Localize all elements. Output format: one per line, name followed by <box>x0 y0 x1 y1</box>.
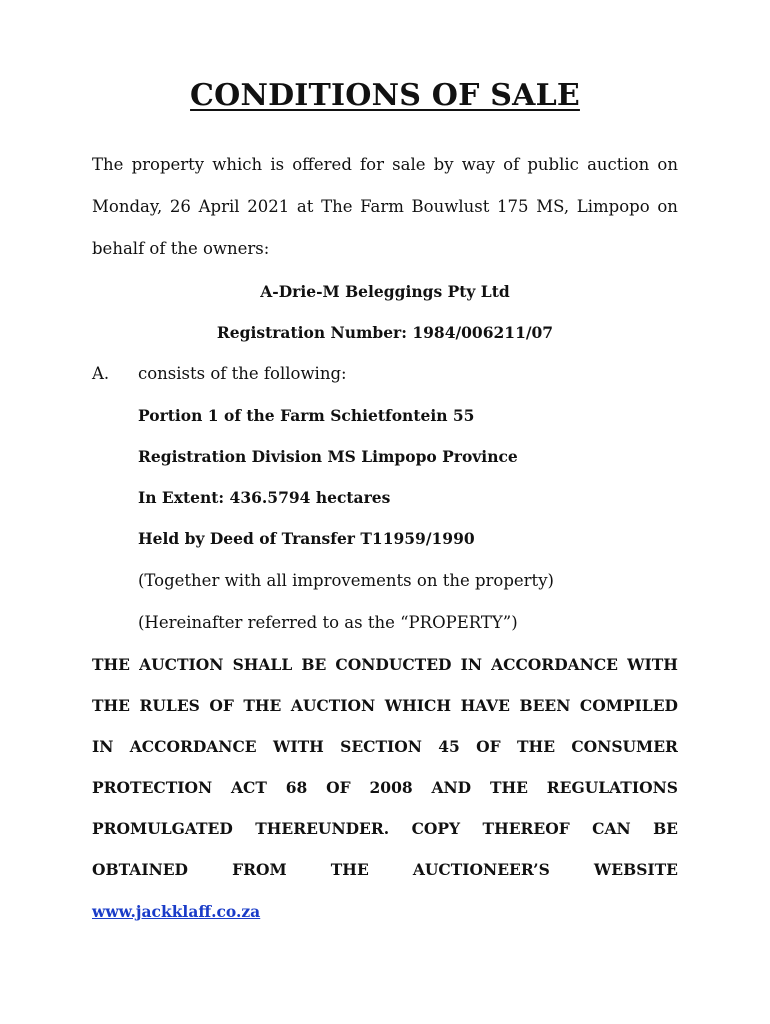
owner-name: A-Drie-M Beleggings Pty Ltd <box>260 282 510 301</box>
intro-line-2 <box>92 197 678 217</box>
rules-line-6 <box>92 860 678 880</box>
rules-line-2 <box>92 696 678 716</box>
word: CAN <box>592 819 631 838</box>
word: BE <box>653 819 678 838</box>
word: on <box>657 155 678 174</box>
intro-line-1 <box>92 155 678 175</box>
word: MS, <box>536 197 570 216</box>
word: THE <box>92 696 130 715</box>
rules-line-4 <box>92 778 678 798</box>
word: way <box>461 155 495 174</box>
word: 2021 <box>247 197 290 216</box>
word: WEBSITE <box>593 860 678 879</box>
word: AUCTION <box>139 655 224 674</box>
property-deed: Held by Deed of Transfer T11959/1990 <box>138 529 475 548</box>
word: by <box>433 155 454 174</box>
word: REGULATIONS <box>546 778 678 797</box>
word: PROTECTION <box>92 778 213 797</box>
word: 175 <box>497 197 529 216</box>
word: THEREOF <box>482 819 570 838</box>
word: which <box>212 155 263 174</box>
word: at <box>296 197 314 216</box>
word: ACT <box>231 778 267 797</box>
word: WITH <box>627 655 678 674</box>
word: sale <box>392 155 426 174</box>
word: SHALL <box>232 655 293 674</box>
word: HAVE <box>460 696 510 715</box>
word: ACCORDANCE <box>129 737 257 756</box>
word: OF <box>326 778 351 797</box>
owner-registration: Registration Number: 1984/006211/07 <box>216 323 554 342</box>
intro-line-3: behalf of the owners: <box>92 239 270 258</box>
word: BEEN <box>519 696 571 715</box>
word: Bouwlust <box>411 197 490 216</box>
rules-line-5 <box>92 819 678 839</box>
word: RULES <box>139 696 200 715</box>
word: 26 <box>169 197 191 216</box>
section-letter: A. <box>92 364 110 383</box>
word: property <box>131 155 205 174</box>
word: Monday, <box>92 197 163 216</box>
website-link[interactable]: www.jackklaff.co.za <box>92 902 261 921</box>
word: OBTAINED <box>92 860 188 879</box>
word: THEREUNDER. <box>255 819 390 838</box>
word: SECTION <box>340 737 422 756</box>
word: AUCTIONEER’S <box>412 860 550 879</box>
word: CONDUCTED <box>335 655 452 674</box>
word: OF <box>476 737 501 756</box>
rules-line-3 <box>92 737 678 757</box>
rules-line-1 <box>92 655 678 675</box>
word: AND <box>431 778 472 797</box>
word: The <box>92 155 124 174</box>
word: for <box>360 155 384 174</box>
word: COPY <box>411 819 461 838</box>
word: BE <box>301 655 327 674</box>
word: of <box>503 155 520 174</box>
word: WHICH <box>384 696 452 715</box>
property-portion: Portion 1 of the Farm Schietfontein 55 <box>138 406 475 425</box>
word: auction <box>587 155 650 174</box>
word: THE <box>489 778 528 797</box>
word: Limpopo <box>576 197 650 216</box>
word: April <box>198 197 240 216</box>
property-referred: (Hereinafter referred to as the “PROPERTY”) <box>138 613 518 632</box>
word: OF <box>209 696 234 715</box>
section-lead: consists of the following: <box>138 364 347 383</box>
word: AUCTION <box>290 696 376 715</box>
word: ACCORDANCE <box>491 655 618 674</box>
property-division: Registration Division MS Limpopo Province <box>138 447 518 466</box>
word: The <box>321 197 353 216</box>
word: THE <box>243 696 282 715</box>
word: COMPILED <box>579 696 678 715</box>
word: IN <box>460 655 482 674</box>
word: THE <box>517 737 556 756</box>
word: 68 <box>285 778 308 797</box>
word: THE <box>92 655 130 674</box>
word: on <box>657 197 678 216</box>
word: CONSUMER <box>571 737 678 756</box>
word: public <box>527 155 579 174</box>
word: WITH <box>272 737 324 756</box>
word: Farm <box>360 197 404 216</box>
property-extent: In Extent: 436.5794 hectares <box>138 488 391 507</box>
word: FROM <box>232 860 287 879</box>
property-improvements: (Together with all improvements on the property) <box>138 571 554 590</box>
word: PROMULGATED <box>92 819 233 838</box>
word: THE <box>330 860 369 879</box>
word: 2008 <box>369 778 413 797</box>
page-title: CONDITIONS OF SALE <box>190 78 580 113</box>
word: offered <box>292 155 352 174</box>
word: is <box>270 155 285 174</box>
word: 45 <box>438 737 460 756</box>
word: IN <box>92 737 114 756</box>
